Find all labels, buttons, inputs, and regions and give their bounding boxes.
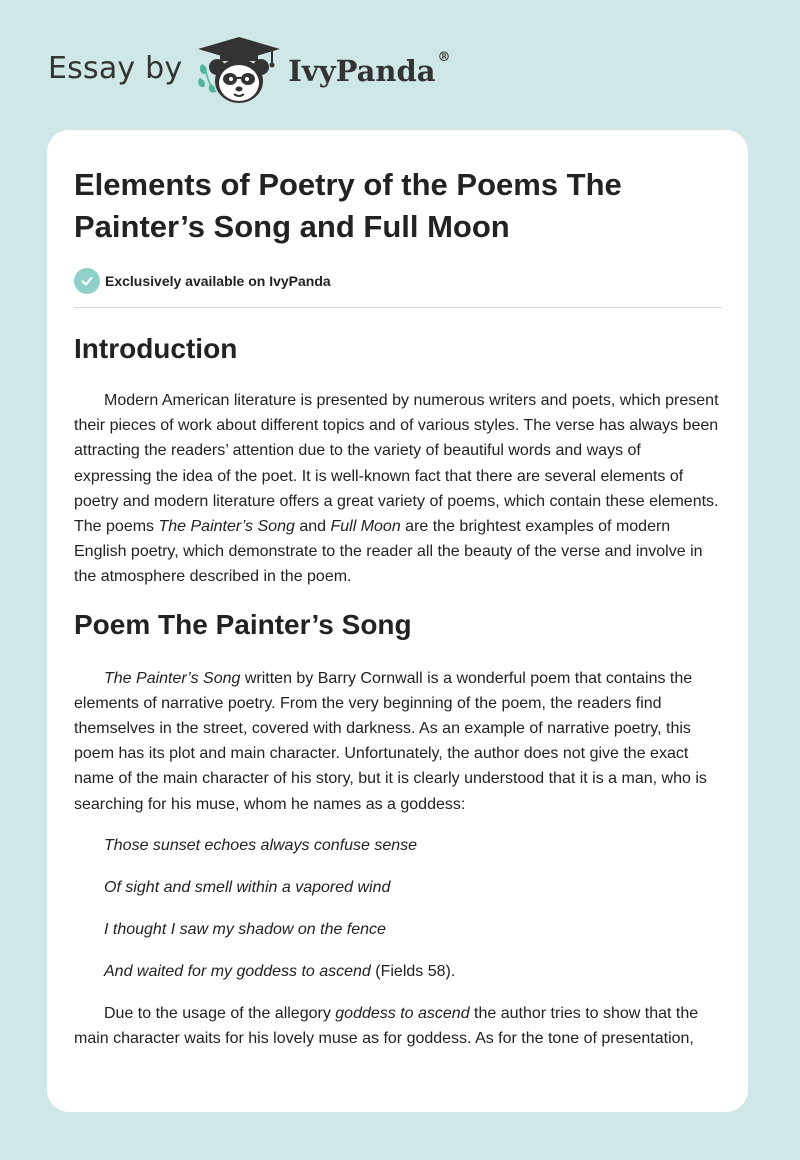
check-icon xyxy=(74,268,100,294)
painters-song-paragraph: The Painter’s Song written by Barry Cornwall is a wonderful poem that contains the elements of narrative poetry. From the very beginning of the poem, the readers find themselves in the street, covered with darkness. As an example of narrative poetry, this poem has its plot and main character. Unfortunately, the author does not give the exact name of the main character of his story, but it is clearly understood that it is a man, who is searching for his muse, whom he names as a goddess: xyxy=(74,669,707,813)
article-title: Elements of Poetry of the Poems The Painter’s Song and Full Moon xyxy=(74,167,622,244)
allegory-paragraph: Due to the usage of the allegory goddess to ascend the author tries to show that the main character waits for his lovely muse as for goddess. As for the tone of presentation, xyxy=(74,1004,699,1047)
poem-quote-line: Of sight and smell within a vapored wind xyxy=(104,879,391,897)
poem-quote-line: And waited for my goddess to ascend (Fields 58). xyxy=(104,963,456,981)
panda-logo-icon[interactable] xyxy=(196,34,282,106)
registered-mark: ® xyxy=(437,50,451,65)
poem-quote-line: I thought I saw my shadow on the fence xyxy=(104,921,386,939)
article-card xyxy=(47,130,748,1112)
quote-citation: (Fields 58). xyxy=(370,963,456,981)
poem-quote-line: Those sunset echoes always confuse sense xyxy=(104,836,418,854)
section-heading-introduction: Introduction xyxy=(74,333,238,364)
intro-paragraph: Modern American literature is presented by numerous writers and poets, which present their pieces of work about different topics and of various styles. The verse has always been attracting the readers’ attention due to the variety of beautiful words and ways of expressing the idea of the poet. It is well-known fact that there are several elements of poetry and modern literature offers a great variety of poems, which contain these elements. The poems The Painter’s Song and Full Moon are the brightest examples of modern English poetry, which demonstrate to the reader all the beauty of the verse and involve in the atmosphere described in the poem. xyxy=(74,392,719,586)
essay-by-label: Essay by xyxy=(48,50,183,86)
site-header xyxy=(48,34,451,106)
exclusive-badge xyxy=(74,268,722,294)
brand-name[interactable]: IvyPanda ® xyxy=(288,50,451,88)
section-heading-painters-song: Poem The Painter’s Song xyxy=(74,608,412,640)
exclusive-badge-label: Exclusively available on IvyPanda xyxy=(105,273,331,289)
divider xyxy=(74,307,722,308)
